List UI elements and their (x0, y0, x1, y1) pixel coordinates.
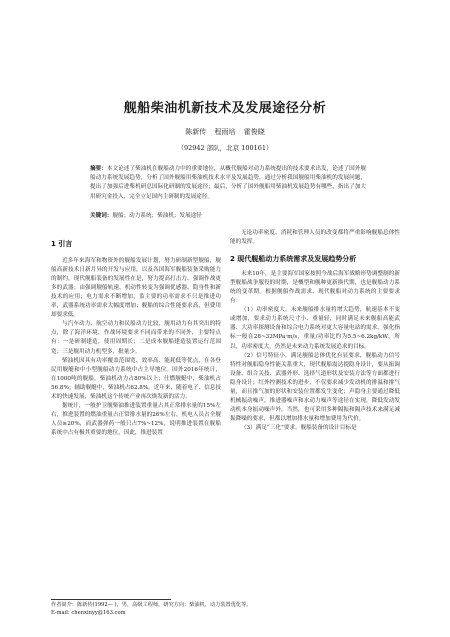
author-bio: 作者简介：陈新传(1992— )，男，高级工程师，研究方向：柴油机、动力装置优化等。 (51, 602, 252, 608)
footnote (51, 601, 391, 617)
author-list: 陈新传 程雨培 霍俊晓 (185, 128, 265, 136)
body-paragraph: 无论功率密度、消耗和管理人员的改变都将严重影响舰船总体性能的发挥。 (230, 230, 400, 246)
body-paragraph: （3）满足“三化”要求。舰船装备的设计目标是 (241, 424, 357, 431)
body-paragraph: 近多年来海军和物资外的舰船发展计划，努力研制新型舰船，舰船高新技术日新月异的开发与应用，以及各国海军舰船装备采购能力的制约，现代舰船装备的发展性在是，努力提高打击力、强调作战更多的武器；由强调舰船轨速、机动性转变为强调优感器、隐身性和新技术的应用；电力需求不断增加，监主要的功率需求不只是推进功率，武器系统功率需求大幅度增加；舰船的综合性能要求高，但费用却要求低。 (51, 258, 221, 319)
right-column (230, 229, 400, 433)
section-heading-introduction: 1 引言 (51, 240, 73, 248)
body-paragraph: 与汽车动力、航空动力和民船动力比较，舰用动力有其突出的特点，除了海洋环境，作战环境要求不同而带来的不同外，主要特点有：一是研制建造，使用周期长；二是成本舰船建造装置运行范围宽；三是舰用动力机型多，批量少。 (51, 321, 221, 355)
keywords-text: 舰船；动力系统；柴油机；发展途径 (112, 213, 202, 219)
body-paragraph: 未来10年，是主要海军国家按照今战后海军战略形势调整制的新型舰船战争服役的时期，是概型和舰种更新换代期，也是舰船动力系统的变革期。根据舰船作战需求，现代舰船对动力系统的主要要求有： (230, 271, 400, 305)
author-email: E-mail: chenxinyy@163.com (51, 610, 126, 616)
body-paragraph: （1）功率密度大。未来舰船排水量将增大趋势，航速基本不变或增加，要求动力系统尺寸小、重量轻，同时满足未来舰船高能武器、大功率探测设备和综合电力系统对更大容量电站的需求，强化指标一般在28~32MPa·m/s，重量/功率比约为5.5~6.2kg/kW。所以，功率密度大，仍然是未来动力系统发展追求的目标。 (230, 307, 400, 350)
abstract (90, 165, 366, 202)
abstract-label: 摘要： (90, 166, 107, 172)
keywords-label: 关键词： (90, 213, 113, 219)
keywords (90, 212, 366, 221)
section-heading-requirements: 2 现代舰船动力系统需求及发展趋势分析 (230, 255, 357, 264)
author-affiliation: （92942 部队，北京 100161） (177, 144, 273, 152)
body-paragraph: 据统计，一般护卫舰柴油推进装置重量占其正常排水量的15%左右，推进装置的燃油重量占正常排水量的26%左右，机电人员占全舰人员≥20%，而武器弹药一般只占7%~12%，说明推进装置在舰船系统中占有极其重要的地位，因此，推进装置 (51, 402, 221, 436)
body-paragraph: （2）信号特征小。满足舰船总体优化有显要求，舰船动力信号特性对舰船隐身性能关系重大，现代舰船震达提隐身设计，要从振调设备、组合关技、武器外形、选择气道形状及安装方法等方面都进行隐身设计；红外控测技术的进步，不仅要求减少发动机的排温和排气量，而且推气加的形状和安装位置都发生变化；声隐身主要通过降低机械振动噪声，推进器噪声和水动力噪声等途径在实现，降低发动发动机本身振动噪声外，当然，也可采用多种隔振和隔声技术来满足减振降噪的要求，但都以增加排水量和增加费用为代价。 (230, 352, 400, 422)
footnote-divider (51, 599, 171, 600)
paper-title: 舰船柴油机新技术及发展途径分析 (123, 101, 327, 116)
body-paragraph: 柴油机因具有功率覆盖范围宽、效率高、能耗低等优点，在各登民用舰艇和中小型舰船动力系统中占主导地位。国外2016年统计，在1000吨的舰船，柴油机动力占80%以上；仕燃舰艇中，柴油机占56.8%；辅助舰艇中，柴油机占62.8%。近年来，随着电子、信息技术的快速发展，柴油机这个传统产业再次焕发新的活力。 (51, 357, 221, 400)
abstract-text: 本文论述了柴油机在舰船动力中的重要地位，从概代舰船对动力系统提出的技术要求出发，论述了国外舰船动力系统发展趋势，分析了国外舰船用柴油机技术水平及发展趋势，通过分析我国舰船用柴油机的发展问题，提出了加强后进柴机研总国际化研制的发展途径；最后，分析了国外舰船用柴油机发展趋势有哪些，指出了加大用研究金投入，完全立足国内主研制的发展途径。 (90, 166, 366, 200)
left-column (51, 228, 221, 438)
